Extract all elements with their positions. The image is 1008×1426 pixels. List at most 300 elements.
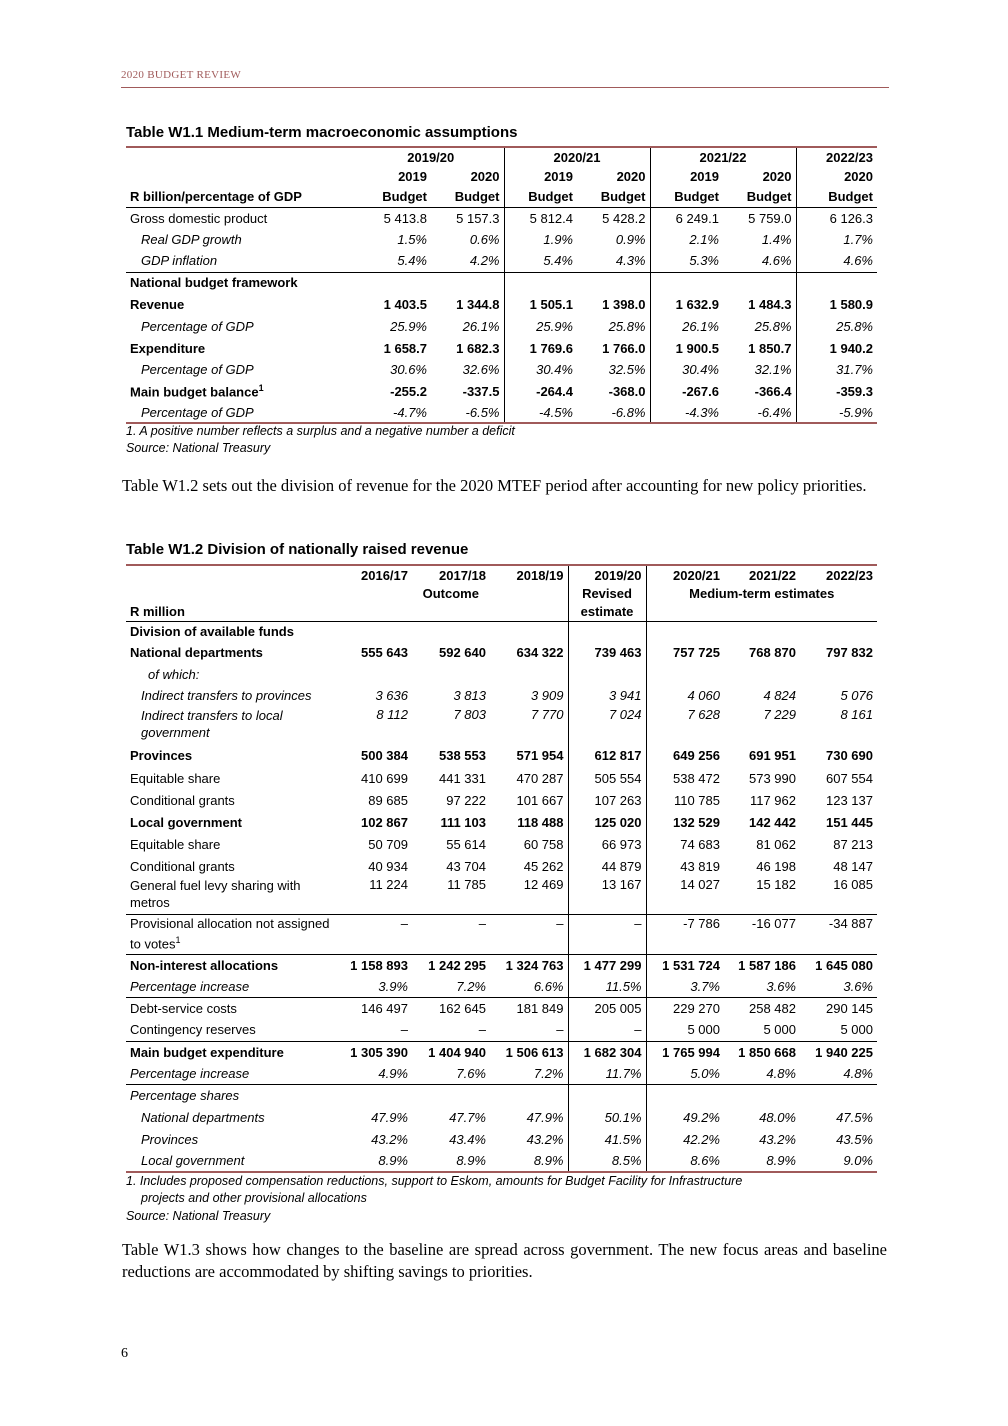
table2-cell: 125 020 bbox=[568, 811, 646, 833]
table1-row bbox=[126, 250, 877, 272]
table1-cell: 1.9% bbox=[504, 229, 577, 250]
table1-cell: 1 505.1 bbox=[504, 293, 577, 315]
table2-cell bbox=[490, 621, 568, 641]
table2-cell: 5 076 bbox=[840, 688, 873, 703]
table2-cell: 7 770 bbox=[530, 707, 564, 722]
table2-cell: – bbox=[556, 1022, 564, 1038]
table2-row bbox=[126, 954, 877, 976]
table2-cell: 7 229 bbox=[763, 707, 796, 722]
table2-cell: 47.9% bbox=[371, 1109, 408, 1125]
table2-row bbox=[126, 767, 877, 789]
table2-cell: 47.7% bbox=[449, 1109, 486, 1125]
table2-cell: 12 469 bbox=[523, 877, 564, 892]
table1-cell: -255.2 bbox=[390, 383, 427, 399]
table2-cell bbox=[800, 664, 877, 684]
table2-cell: 229 270 bbox=[646, 997, 724, 1019]
table1-row-label: Main budget balance$^1$ bbox=[130, 382, 264, 400]
table2-cell: 14 027 bbox=[646, 877, 724, 914]
table2-cell: 43.2% bbox=[371, 1131, 408, 1147]
table2-row-label: Contingency reserves bbox=[130, 1022, 256, 1038]
table1-cell: 1 403.5 bbox=[383, 296, 427, 312]
table2-cell: 4 824 bbox=[763, 688, 796, 703]
table2-cell: 5 000 bbox=[646, 1019, 724, 1041]
table1-footnote: 1. A positive number reflects a surplus and a negative number a deficit bbox=[126, 424, 515, 438]
table2-cell: 55 614 bbox=[446, 836, 486, 852]
table1-row bbox=[126, 402, 877, 423]
table2-cell: 612 817 bbox=[568, 744, 646, 767]
table2-cell: 500 384 bbox=[361, 748, 408, 763]
table2-row-label: National departments bbox=[130, 645, 263, 660]
table1-row bbox=[126, 272, 877, 293]
table2-row-label: Local government bbox=[130, 814, 242, 830]
table2-row-label: Percentage shares bbox=[126, 1084, 334, 1106]
table2-cell: 43.4% bbox=[449, 1131, 486, 1147]
table1-row-label: Revenue bbox=[130, 296, 185, 312]
table2-cell: 7 803 bbox=[453, 707, 486, 722]
table2-row bbox=[126, 997, 877, 1019]
table2-cell: 3.6% bbox=[843, 978, 873, 994]
table2-cell: 8.5% bbox=[568, 1150, 646, 1172]
table2-cell bbox=[412, 664, 490, 684]
table1-cell: 1.7% bbox=[796, 229, 877, 250]
table1-cell: 26.1% bbox=[462, 318, 500, 334]
table2-cell: 649 256 bbox=[646, 744, 724, 767]
table1-group-header: 2019/20 bbox=[407, 150, 455, 165]
table1-cell: 4.6% bbox=[761, 253, 792, 269]
table2-row bbox=[126, 664, 877, 684]
table1-cell: 1 344.8 bbox=[456, 296, 500, 312]
table2-cell: 7.6% bbox=[456, 1065, 486, 1081]
table2-cell: 691 951 bbox=[749, 748, 796, 763]
table2-cell: 797 832 bbox=[826, 645, 873, 660]
header-rule bbox=[121, 87, 889, 88]
table2-row bbox=[126, 1019, 877, 1041]
table2-cell: 43 704 bbox=[446, 858, 486, 874]
table1-cell: 1.5% bbox=[397, 232, 427, 247]
table2-cell: 48 147 bbox=[833, 858, 873, 874]
table2-row bbox=[126, 1063, 877, 1084]
table2-cell: -34 887 bbox=[800, 914, 877, 954]
table2-division-of-revenue bbox=[126, 564, 877, 1173]
table2-row-label: Indirect transfers to local government bbox=[141, 708, 283, 740]
table2-cell: 5 000 bbox=[840, 1022, 873, 1038]
table2-row bbox=[126, 811, 877, 833]
table1-cell: 5 413.8 bbox=[358, 207, 431, 229]
table2-row bbox=[126, 877, 877, 914]
table2-row bbox=[126, 621, 877, 641]
table2-cell: 16 085 bbox=[833, 877, 873, 892]
table1-macro-assumptions bbox=[126, 146, 877, 424]
table2-cell: 6.6% bbox=[533, 978, 564, 994]
table2-cell: 107 263 bbox=[568, 789, 646, 811]
table1-cell: 25.8% bbox=[796, 315, 877, 337]
table2-cell bbox=[490, 664, 568, 684]
table2-cell: 102 867 bbox=[361, 814, 408, 830]
table2-cell: 1 158 893 bbox=[334, 954, 412, 976]
table2-cell: 5.0% bbox=[646, 1063, 724, 1084]
table2-row-label: Debt-service costs bbox=[126, 997, 334, 1019]
table2-cell: 11 224 bbox=[369, 877, 408, 892]
table1-budget-header: Budget bbox=[796, 186, 877, 207]
table2-cell: 1 682 304 bbox=[568, 1041, 646, 1063]
table2-cell: 739 463 bbox=[568, 641, 646, 664]
table1-cell: -337.5 bbox=[462, 383, 500, 399]
table1-row bbox=[126, 207, 877, 229]
table2-cell: 181 849 bbox=[490, 997, 568, 1019]
table2-cell: 8 161 bbox=[840, 707, 873, 722]
table2-cell bbox=[568, 621, 646, 641]
table1-cell: -6.5% bbox=[465, 404, 500, 420]
table2-row bbox=[126, 1150, 877, 1172]
table2-cell bbox=[724, 664, 800, 684]
table2-cell: 3.7% bbox=[646, 976, 724, 997]
table1-group-header: 2021/22 bbox=[650, 147, 796, 167]
table2-row bbox=[126, 976, 877, 997]
table1-row-label: National budget framework bbox=[126, 272, 358, 293]
table2-cell bbox=[334, 621, 412, 641]
table2-cell: 1 531 724 bbox=[646, 954, 724, 976]
table2-corner bbox=[126, 565, 334, 584]
table2-row-label: Provinces bbox=[130, 748, 193, 763]
table2-cell: 538 472 bbox=[646, 767, 724, 789]
table1-cell: 26.1% bbox=[650, 315, 723, 337]
table2-cell: 7.2% bbox=[533, 1065, 564, 1081]
table2-row-label: Provinces bbox=[141, 1131, 199, 1147]
table2-row bbox=[126, 744, 877, 767]
table1-cell: 1 900.5 bbox=[650, 337, 723, 359]
table1-cell: 30.6% bbox=[390, 362, 427, 377]
table1-cell bbox=[650, 272, 723, 293]
table1-row bbox=[126, 337, 877, 359]
table2-cell: 11 785 bbox=[447, 877, 486, 892]
table2-cell bbox=[724, 1084, 800, 1106]
table1-cell: 31.7% bbox=[796, 359, 877, 380]
table2-cell: 1 645 080 bbox=[800, 954, 877, 976]
table2-cell: 50.1% bbox=[568, 1106, 646, 1128]
table1-cell: 0.6% bbox=[469, 232, 500, 247]
table2-cell bbox=[646, 1084, 724, 1106]
table2-cell: 42.2% bbox=[646, 1128, 724, 1150]
table2-cell: 410 699 bbox=[361, 770, 408, 786]
table1-year-header: 2019 bbox=[398, 169, 427, 184]
table2-cell: 1 305 390 bbox=[334, 1041, 412, 1063]
table1-cell: 1 398.0 bbox=[602, 296, 646, 312]
table2-cell: 7 024 bbox=[568, 707, 646, 744]
table2-footnote: 1. Includes proposed compensation reductions, support to Eskom, amounts for Budget Facility for Infrastructure bbox=[126, 1174, 743, 1188]
table2-cell: 4.8% bbox=[843, 1065, 873, 1081]
table2-cell bbox=[800, 1084, 877, 1106]
table1-row-label: Real GDP growth bbox=[141, 232, 242, 247]
table1-group-header: 2020/21 bbox=[504, 147, 650, 167]
table2-year-header: 2018/19 bbox=[516, 567, 564, 583]
table2-mte-header: Medium-term estimates bbox=[646, 584, 877, 602]
table2-cell: 3.6% bbox=[766, 978, 796, 994]
table2-cell: 87 213 bbox=[833, 836, 873, 852]
table1-cell: 5 428.2 bbox=[577, 207, 650, 229]
table2-row-label: Main budget expenditure bbox=[126, 1041, 334, 1063]
table1-cell: 5.4% bbox=[397, 253, 427, 269]
table1-cell: 1 580.9 bbox=[796, 293, 877, 315]
table2-cell: 66 973 bbox=[568, 833, 646, 855]
table2-cell: 571 954 bbox=[516, 748, 564, 763]
table2-cell: -7 786 bbox=[646, 914, 724, 954]
table1-cell: 5.4% bbox=[504, 250, 577, 272]
table2-cell bbox=[334, 1084, 412, 1106]
footnote-marker: 1 bbox=[258, 382, 264, 393]
table2-cell: 8.9% bbox=[766, 1153, 796, 1168]
table1-budget-header: Budget bbox=[650, 186, 723, 207]
table2-cell: 1 242 295 bbox=[412, 954, 490, 976]
table2-row bbox=[126, 833, 877, 855]
table1-cell: 1 850.7 bbox=[748, 340, 792, 356]
table2-cell bbox=[800, 621, 877, 641]
table1-cell: -366.4 bbox=[754, 383, 792, 399]
table2-cell: 8.9% bbox=[533, 1153, 564, 1168]
table2-row bbox=[126, 914, 877, 954]
table2-cell bbox=[568, 664, 646, 684]
table2-cell bbox=[490, 1084, 568, 1106]
table1-cell: -5.9% bbox=[796, 402, 877, 423]
table2-cell bbox=[724, 621, 800, 641]
table2-cell: 1 765 994 bbox=[646, 1041, 724, 1063]
table1-cell: -6.8% bbox=[611, 404, 646, 420]
table1-budget-header: Budget bbox=[504, 186, 577, 207]
table1-budget-header: Budget bbox=[454, 188, 500, 204]
table2-cell: 555 643 bbox=[361, 645, 408, 660]
table2-cell: 43.5% bbox=[836, 1131, 873, 1147]
table2-cell: 4.8% bbox=[766, 1065, 796, 1081]
table2-cell: – bbox=[568, 914, 646, 954]
table2-cell bbox=[334, 664, 412, 684]
table2-cell: – bbox=[400, 1022, 408, 1038]
table1-cell: 5 157.3 bbox=[431, 207, 504, 229]
table2-row-label: Percentage increase bbox=[130, 978, 250, 994]
table1-cell: 2.1% bbox=[650, 229, 723, 250]
table1-cell: -359.3 bbox=[796, 380, 877, 402]
table2-cell: 11.7% bbox=[568, 1063, 646, 1084]
table1-cell: -368.0 bbox=[608, 383, 646, 399]
table2-title: Table W1.2 Division of nationally raised revenue bbox=[126, 541, 469, 558]
table2-year-header: 2016/17 bbox=[361, 567, 408, 583]
table2-revised-header: Revised bbox=[568, 584, 646, 602]
table2-cell: 40 934 bbox=[368, 858, 408, 874]
table1-cell: 1.4% bbox=[761, 232, 792, 247]
table1-cell: 1 658.7 bbox=[383, 340, 427, 356]
table2-cell: 9.0% bbox=[843, 1153, 873, 1168]
table2-cell: 142 442 bbox=[749, 814, 796, 830]
table2-cell: 11.5% bbox=[568, 976, 646, 997]
table2-row-label: National departments bbox=[141, 1109, 265, 1125]
table2-source: Source: National Treasury bbox=[126, 1209, 271, 1223]
table1-cell: 6 126.3 bbox=[796, 207, 877, 229]
table2-cell: 43 819 bbox=[646, 855, 724, 877]
table2-cell: 3 909 bbox=[530, 688, 564, 703]
table2-outcome-header: Outcome bbox=[422, 585, 479, 601]
table2-cell: 151 445 bbox=[826, 814, 873, 830]
table1-budget-header: Budget bbox=[746, 188, 792, 204]
table2-row-label: Non-interest allocations bbox=[126, 954, 334, 976]
table2-cell: 48.0% bbox=[759, 1109, 796, 1125]
table2-cell: 1 850 668 bbox=[724, 1041, 800, 1063]
table1-cell: 32.6% bbox=[462, 362, 500, 377]
table2-cell: 81 062 bbox=[756, 836, 796, 852]
table2-cell: – bbox=[478, 1022, 486, 1038]
table2-cell: 1 404 940 bbox=[412, 1041, 490, 1063]
table1-cell: 0.9% bbox=[615, 232, 646, 247]
table1-row-label: Percentage of GDP bbox=[141, 318, 254, 334]
table2-cell: 5 000 bbox=[763, 1022, 796, 1038]
table2-cell: 258 482 bbox=[724, 997, 800, 1019]
table1-row-label: GDP inflation bbox=[141, 253, 218, 269]
table2-footnote-cont: projects and other provisional allocations bbox=[141, 1191, 367, 1205]
table2-cell: 607 554 bbox=[826, 770, 873, 786]
table1-row-label: Percentage of GDP bbox=[141, 404, 254, 420]
table1-cell: -267.6 bbox=[650, 380, 723, 402]
table2-cell: 441 331 bbox=[439, 770, 486, 786]
table2-cell: 101 667 bbox=[516, 792, 564, 808]
table1-source: Source: National Treasury bbox=[126, 441, 271, 455]
table2-cell: 97 222 bbox=[446, 792, 486, 808]
table1-stub-header: R billion/percentage of GDP bbox=[130, 188, 302, 204]
table2-row-label: Indirect transfers to provinces bbox=[141, 688, 312, 703]
table2-cell: 3 636 bbox=[375, 688, 408, 703]
table2-cell: 146 497 bbox=[334, 997, 412, 1019]
table1-cell: 4.6% bbox=[796, 250, 877, 272]
table2-cell: 573 990 bbox=[749, 770, 796, 786]
table2-row bbox=[126, 855, 877, 877]
table2-cell: – bbox=[412, 914, 490, 954]
table1-row bbox=[126, 315, 877, 337]
table1-year-header: 2019 bbox=[504, 167, 577, 186]
table2-row bbox=[126, 1128, 877, 1150]
table2-cell bbox=[646, 664, 724, 684]
table2-cell: 8.6% bbox=[646, 1150, 724, 1172]
table2-cell: 634 322 bbox=[516, 645, 564, 660]
table2-cell: 13 167 bbox=[568, 877, 646, 914]
running-header: 2020 BUDGET REVIEW bbox=[121, 69, 242, 81]
table1-cell bbox=[358, 272, 431, 293]
table2-stub-header: R million bbox=[130, 603, 185, 619]
table2-cell bbox=[412, 1084, 490, 1106]
table1-cell: 1 484.3 bbox=[748, 296, 792, 312]
table2-cell: 46 198 bbox=[756, 858, 796, 874]
table1-budget-header: Budget bbox=[382, 188, 427, 204]
table1-cell: 25.9% bbox=[390, 318, 427, 334]
table1-row-label: Expenditure bbox=[130, 340, 206, 356]
table1-row bbox=[126, 380, 877, 402]
table1-cell: -4.5% bbox=[504, 402, 577, 423]
table1-cell: -4.7% bbox=[393, 404, 427, 420]
page-number: 6 bbox=[121, 1346, 128, 1361]
table2-cell bbox=[412, 621, 490, 641]
table2-row-label: Conditional grants bbox=[130, 792, 235, 808]
table1-cell: 1 766.0 bbox=[602, 340, 646, 356]
table2-cell: 118 488 bbox=[517, 814, 564, 830]
table1-cell: 4.2% bbox=[469, 253, 500, 269]
table2-cell: 15 182 bbox=[756, 877, 796, 892]
table2-cell: 132 529 bbox=[646, 811, 724, 833]
table1-row-label: Percentage of GDP bbox=[141, 362, 254, 377]
table2-cell: 470 287 bbox=[516, 770, 564, 786]
table2-row-label: Percentage increase bbox=[130, 1065, 250, 1081]
table2-year-header: 2021/22 bbox=[749, 567, 796, 583]
table1-cell: 30.4% bbox=[504, 359, 577, 380]
table2-year-header: 2020/21 bbox=[646, 565, 724, 584]
table1-cell bbox=[504, 272, 577, 293]
table2-cell: 7.2% bbox=[456, 978, 486, 994]
table2-cell: 1 940 225 bbox=[800, 1041, 877, 1063]
table2-row bbox=[126, 684, 877, 707]
table2-cell: – bbox=[334, 914, 412, 954]
table1-cell: 5.3% bbox=[650, 250, 723, 272]
table1-year-header: 2019 bbox=[650, 167, 723, 186]
table2-row-label: Provisional allocation not assigned to votes$^1$ bbox=[126, 914, 334, 954]
table2-row bbox=[126, 1041, 877, 1063]
table2-cell: 41.5% bbox=[568, 1128, 646, 1150]
table2-row-label: of which: bbox=[148, 666, 200, 682]
table1-cell bbox=[723, 272, 796, 293]
table2-cell bbox=[568, 1084, 646, 1106]
table1-cell: 6 249.1 bbox=[650, 207, 723, 229]
table2-cell: 111 103 bbox=[440, 814, 486, 830]
table2-cell: 8 112 bbox=[376, 707, 408, 722]
table1-cell bbox=[796, 272, 877, 293]
table2-cell: 110 785 bbox=[646, 789, 724, 811]
table1-row bbox=[126, 229, 877, 250]
table2-cell: 1 587 186 bbox=[724, 954, 800, 976]
table2-row bbox=[126, 1084, 877, 1106]
table2-cell: 60 758 bbox=[523, 836, 564, 852]
table2-cell: 43.2% bbox=[759, 1131, 796, 1147]
table2-cell: 1 324 763 bbox=[490, 954, 568, 976]
table2-cell: 50 709 bbox=[368, 836, 408, 852]
table1-cell: 32.5% bbox=[608, 362, 646, 377]
table2-cell: 8.9% bbox=[456, 1153, 486, 1168]
table1-cell: 25.8% bbox=[608, 318, 646, 334]
table2-row-label: Equitable share bbox=[130, 770, 221, 786]
table1-cell: 1 682.3 bbox=[456, 340, 500, 356]
table1-corner bbox=[126, 147, 358, 167]
table1-cell: -264.4 bbox=[504, 380, 577, 402]
table2-cell: 47.5% bbox=[836, 1109, 873, 1125]
table2-row-label: Equitable share bbox=[130, 836, 221, 852]
table2-row-label: Local government bbox=[141, 1153, 245, 1168]
table2-cell: 44 879 bbox=[568, 855, 646, 877]
table1-cell: 32.1% bbox=[754, 362, 792, 377]
table1-group-header: 2022/23 bbox=[796, 147, 877, 167]
table2-cell: 290 145 bbox=[800, 997, 877, 1019]
table1-cell: 4.3% bbox=[615, 253, 646, 269]
table2-cell: 4.9% bbox=[378, 1065, 408, 1081]
table2-year-header: 2019/20 bbox=[568, 565, 646, 584]
table1-cell: 5 812.4 bbox=[504, 207, 577, 229]
table1-cell: 25.8% bbox=[754, 318, 792, 334]
table2-cell: 47.9% bbox=[526, 1109, 564, 1125]
table2-cell bbox=[646, 621, 724, 641]
table2-cell: 45 262 bbox=[523, 858, 564, 874]
table2-cell: 43.2% bbox=[526, 1131, 564, 1147]
table1-cell: 25.9% bbox=[504, 315, 577, 337]
table1-cell: 30.4% bbox=[650, 359, 723, 380]
table2-year-header: 2022/23 bbox=[826, 567, 873, 583]
table1-year-header: 2020 bbox=[762, 169, 792, 184]
table2-cell: -16 077 bbox=[724, 914, 800, 954]
table1-title: Table W1.1 Medium-term macroeconomic assumptions bbox=[126, 124, 518, 141]
table2-cell: 117 962 bbox=[749, 792, 796, 808]
table1-cell: -4.3% bbox=[650, 402, 723, 423]
table1-year-header: 2020 bbox=[470, 169, 500, 184]
table1-budget-header: Budget bbox=[600, 188, 646, 204]
